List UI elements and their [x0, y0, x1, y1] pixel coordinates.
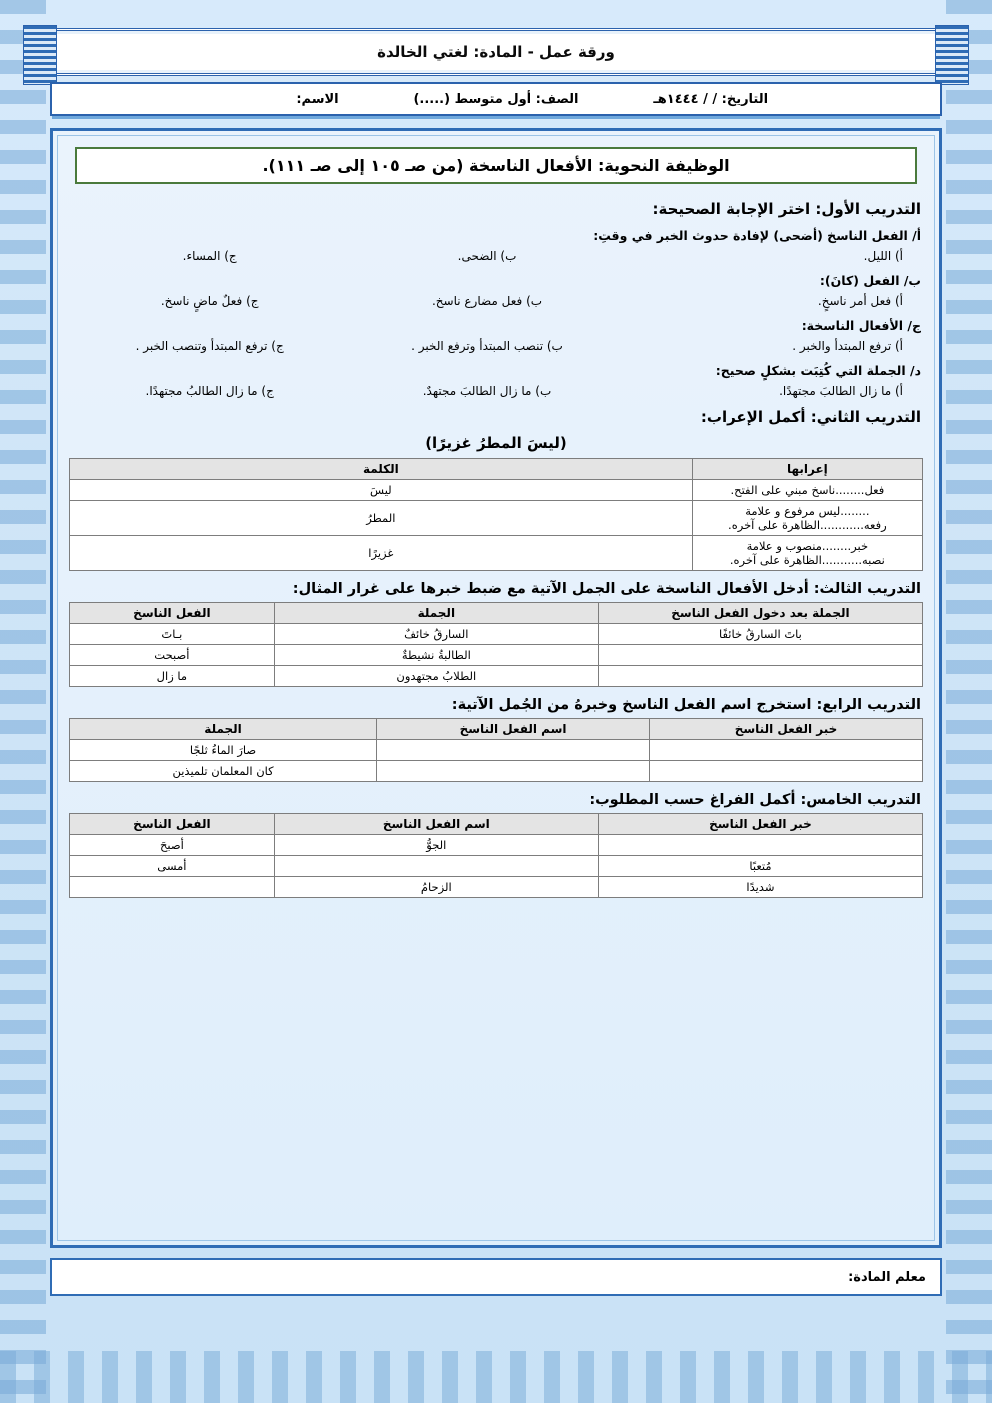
- decorative-right-border: [946, 0, 992, 1403]
- table-row: [70, 480, 923, 501]
- exercise1-q2-prompt: ب/ الفعل (كانَ):: [819, 273, 921, 288]
- option-c[interactable]: ج) ترفع المبتدأ وتنصب الخبر .: [135, 339, 284, 353]
- col-parse: إعرابها: [692, 459, 922, 480]
- exercise4-table: [69, 718, 923, 782]
- banner-wing-left-icon: [23, 25, 57, 85]
- cell-khabar: مُتعبًا: [598, 856, 922, 877]
- student-info-bar: [50, 82, 942, 116]
- cell-verb: أمسى: [70, 856, 275, 877]
- table-row: [70, 761, 923, 782]
- banner-wing-right-icon: [935, 25, 969, 85]
- table-header-row: [70, 814, 923, 835]
- cell-sentence: السارقُ خائفٌ: [274, 624, 598, 645]
- exercise1-q2-options: [71, 294, 921, 308]
- col-sentence: الجملة: [70, 719, 377, 740]
- table-row: [70, 856, 923, 877]
- topic-title: الوظيفة النحوية: الأفعال الناسخة (من صـ ١٠٥ إلى صـ ١١١).: [75, 147, 917, 184]
- option-a[interactable]: أ) ترفع المبتدأ والخبر .: [792, 339, 903, 353]
- cell-khabar[interactable]: [650, 740, 923, 761]
- table-row: [70, 740, 923, 761]
- table-row: [70, 645, 923, 666]
- worksheet-body: [50, 128, 942, 1248]
- col-ism: اسم الفعل الناسخ: [274, 814, 598, 835]
- exercise1-q4-prompt: د/ الجملة التي كُتِبَت بشكلٍ صحيح:: [715, 363, 921, 378]
- col-verb: الفعل الناسخ: [70, 814, 275, 835]
- col-word: الكلمة: [70, 459, 693, 480]
- exercise1-q4-options: [71, 384, 921, 398]
- exercise4-title: التدريب الرابع: استخرج اسم الفعل الناسخ وخبرهُ من الجُمل الآتية:: [451, 697, 921, 713]
- exercise1-q3-prompt: ج/ الأفعال الناسخة:: [801, 318, 921, 333]
- cell-ism: الزحامُ: [274, 877, 598, 898]
- option-b[interactable]: ب) تنصب المبتدأ وترفع الخبر .: [411, 339, 563, 353]
- worksheet-banner: [50, 28, 942, 76]
- exercise1-q1-options: [71, 249, 921, 263]
- option-a[interactable]: أ) ما زال الطالبَ مجتهدًا.: [779, 384, 903, 398]
- table-row: [70, 835, 923, 856]
- cell-word: غزيرًا: [70, 536, 693, 571]
- table-row: [70, 666, 923, 687]
- exercise3-title: التدريب الثالث: أدخل الأفعال الناسخة على الجمل الآتية مع ضبط خبرها على غرار المثال:: [292, 581, 921, 597]
- cell-khabar: شديدًا: [598, 877, 922, 898]
- option-b[interactable]: ب) فعل مضارع ناسخ.: [431, 294, 543, 308]
- table-header-row: [70, 459, 923, 480]
- table-header-row: [70, 603, 923, 624]
- grade-label: الصف: أول متوسط (.....): [413, 91, 579, 107]
- option-a[interactable]: أ) فعل أمر ناسخٍ.: [817, 294, 903, 308]
- cell-word: المطرُ: [70, 501, 693, 536]
- table-header-row: [70, 719, 923, 740]
- col-sentence: الجملة: [274, 603, 598, 624]
- cell-verb[interactable]: [70, 877, 275, 898]
- exercise5-table: [69, 813, 923, 898]
- exercise1-q1-prompt: أ/ الفعل الناسخ (أضحى) لإفادة حدوث الخبر في وقتِ:: [593, 228, 921, 243]
- option-b[interactable]: ب) ما زال الطالبَ مجتهدٌ.: [422, 384, 552, 398]
- cell-verb: ما زال: [70, 666, 275, 687]
- cell-khabar[interactable]: [650, 761, 923, 782]
- cell-khabar[interactable]: [598, 835, 922, 856]
- exercise1-q3-options: [71, 339, 921, 353]
- teacher-label: معلم المادة:: [848, 1269, 926, 1285]
- exercise3-table: [69, 602, 923, 687]
- exercise1-title: التدريب الأول: اختر الإجابة الصحيحة:: [652, 200, 921, 218]
- cell-sentence: كان المعلمان تلميذين: [70, 761, 377, 782]
- cell-word: ليسَ: [70, 480, 693, 501]
- col-verb: الفعل الناسخ: [70, 603, 275, 624]
- table-row: [70, 536, 923, 571]
- date-label: التاريخ: / / ١٤٤٤هـ: [653, 91, 769, 107]
- table-row: [70, 501, 923, 536]
- col-sentence-after: الجملة بعد دخول الفعل الناسخ: [598, 603, 922, 624]
- cell-sentence-after[interactable]: [598, 645, 922, 666]
- banner-title: ورقة عمل - المادة: لغتي الخالدة: [377, 43, 615, 61]
- cell-sentence: الطالبةُ نشيطةٌ: [274, 645, 598, 666]
- footer-bar: [50, 1258, 942, 1296]
- cell-ism[interactable]: [377, 761, 650, 782]
- cell-verb: أصبحَ: [70, 835, 275, 856]
- cell-ism[interactable]: [274, 856, 598, 877]
- exercise2-subtitle: (ليسَ المطرُ غزيرًا): [425, 434, 567, 452]
- table-row: [70, 877, 923, 898]
- cell-sentence: صارَ الماءُ ثلجًا: [70, 740, 377, 761]
- cell-sentence: الطلابُ مجتهدون: [274, 666, 598, 687]
- option-b[interactable]: ب) الضحى.: [457, 249, 517, 263]
- exercise5-title: التدريب الخامس: أكمل الفراغ حسب المطلوب:: [589, 792, 921, 808]
- cell-sentence-after[interactable]: باتَ السارقُ خائفًا: [598, 624, 922, 645]
- worksheet: [46, 28, 946, 1367]
- cell-verb: أصبحت: [70, 645, 275, 666]
- name-label: الاسم:: [296, 91, 339, 107]
- cell-parse[interactable]: خبر........منصوب و علامة نصبه...........الظاهرة على آخره.: [692, 536, 922, 571]
- cell-ism: الجوُّ: [274, 835, 598, 856]
- exercise2-title: التدريب الثاني: أكمل الإعراب:: [700, 408, 921, 426]
- cell-sentence-after[interactable]: [598, 666, 922, 687]
- cell-ism[interactable]: [377, 740, 650, 761]
- col-khabar: خبر الفعل الناسخ: [598, 814, 922, 835]
- exercise2-table: [69, 458, 923, 571]
- option-c[interactable]: ج) المساء.: [182, 249, 237, 263]
- option-c[interactable]: ج) فعلٌ ماضٍ ناسخ.: [160, 294, 259, 308]
- col-ism: اسم الفعل الناسخ: [377, 719, 650, 740]
- option-c[interactable]: ج) ما زال الطالبُ مجتهدًا.: [145, 384, 274, 398]
- option-a[interactable]: أ) الليل.: [863, 249, 903, 263]
- decorative-left-border: [0, 0, 46, 1403]
- cell-parse[interactable]: ........ليس مرفوع و علامة رفعه............الظاهرة على آخره.: [692, 501, 922, 536]
- col-khabar: خبر الفعل الناسخ: [650, 719, 923, 740]
- cell-parse[interactable]: فعل........ناسخ مبني على الفتح.: [692, 480, 922, 501]
- table-row: [70, 624, 923, 645]
- cell-verb: بـاتَ: [70, 624, 275, 645]
